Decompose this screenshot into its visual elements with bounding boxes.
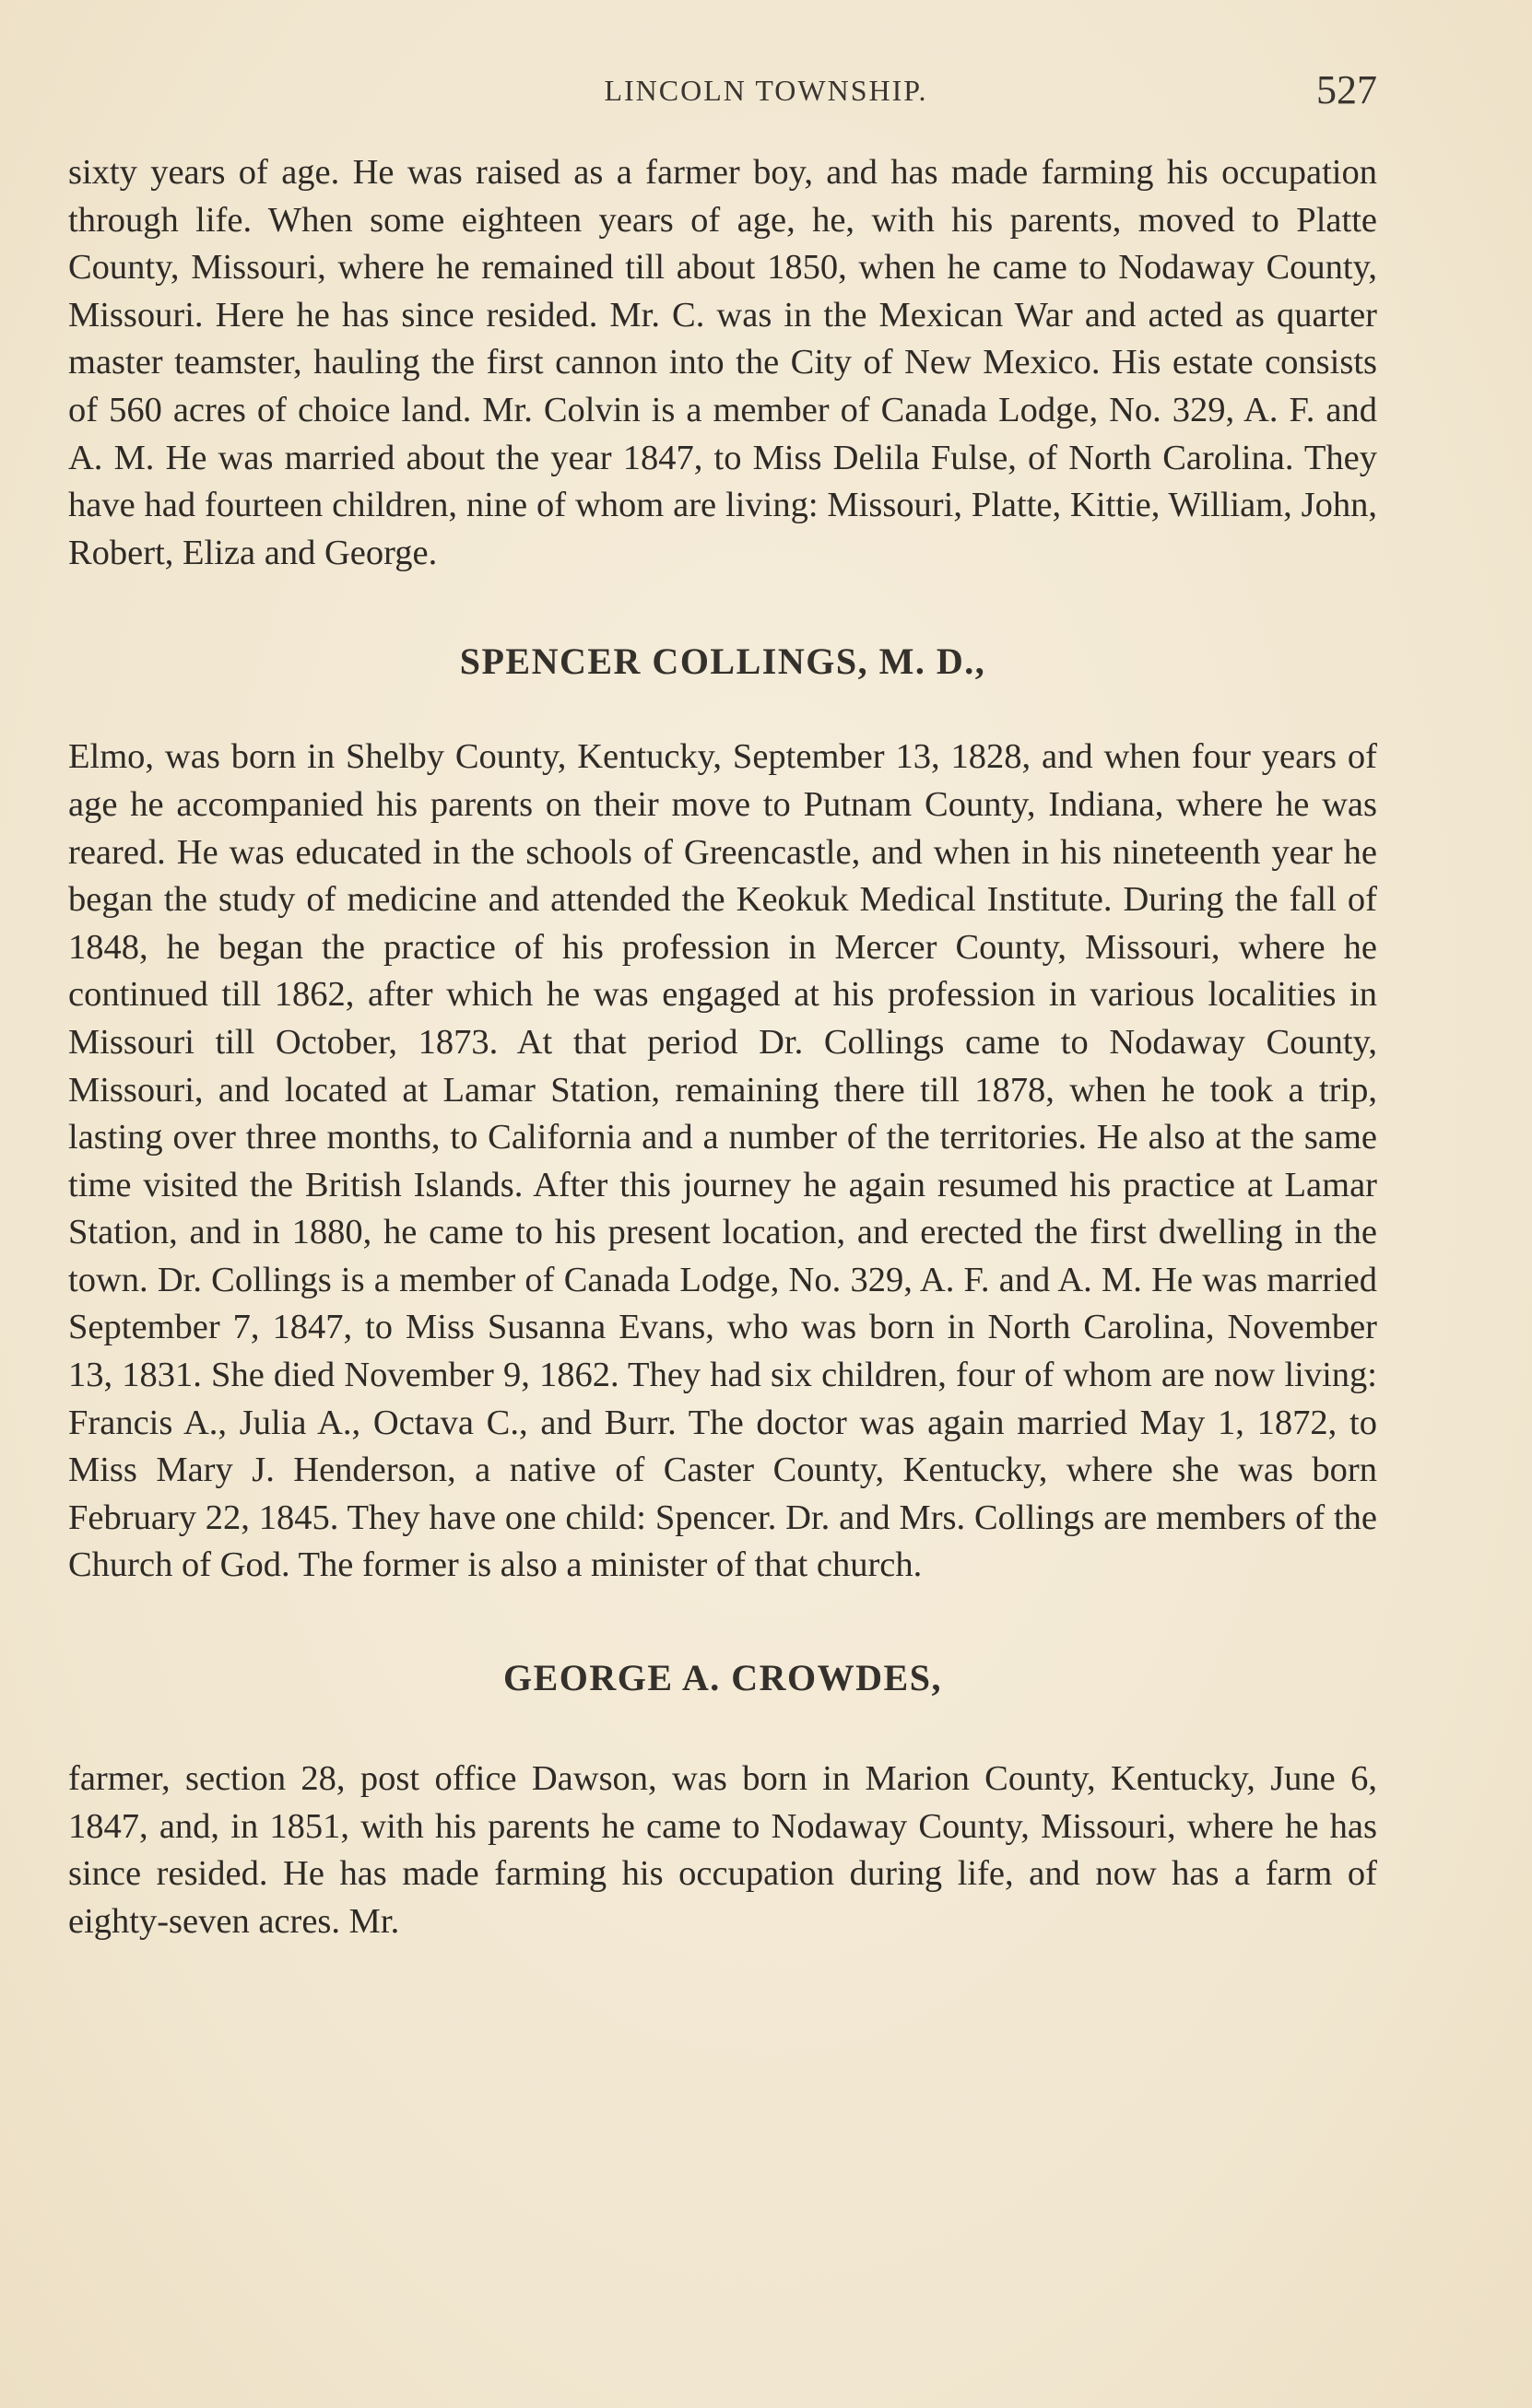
body-text	[68, 149, 1377, 1945]
page-number: 527	[1316, 67, 1377, 112]
running-title: LINCOLN TOWNSHIP.	[604, 74, 928, 107]
heading-spencer-collings: SPENCER COLLINGS, M. D.,	[459, 640, 986, 683]
paragraph-george-crowdes: farmer, section 28, post office Dawson, was born in Marion County, Kentucky, June 6, 1847, and, in 1851, with his parents he came to Nodaway County, Missouri, where he has since resided. He has made farming his occupation during life, and now has a farm of eighty-seven acres. Mr.	[68, 1759, 1377, 1941]
heading-george-crowdes: GEORGE A. CROWDES,	[503, 1657, 942, 1699]
running-header	[0, 66, 1532, 122]
paragraph-spencer-collings: Elmo, was born in Shelby County, Kentucky, September 13, 1828, and when four years of age he accompanied his parents on their move to Putnam County, Indiana, where he was reared. He was educated in the schools of Greencastle, and when in his nineteenth year he began the study of medicine and attended the Keokuk Medical Institute. During the fall of 1848, he began the practice of his profession in Mercer County, Missouri, where he continued till 1862, after which he was engaged at his profession in various localities in Missouri till October, 1873. At that period Dr. Collings came to Nodaway County, Missouri, and located at Lamar Station, remaining there till 1878, when he took a trip, lasting over three months, to California and a number of the territories. He also at the same time visited the British Islands. After this journey he again resumed his practice at Lamar Station, and in 1880, he came to his present location, and erected the first dwelling in the town. Dr. Collings is a member of Canada Lodge, No. 329, A. F. and A. M. He was married September 7, 1847, to Miss Susanna Evans, who was born in North Carolina, November 13, 1831. She died November 9, 1862. They had six children, four of whom are now living: Francis A., Julia A., Octava C., and Burr. The doctor was again married May 1, 1872, to Miss Mary J. Henderson, a native of Caster County, Kentucky, where she was born February 22, 1845. They have one child: Spencer. Dr. and Mrs. Collings are members of the Church of God. The former is also a minister of that church.	[68, 737, 1377, 1585]
paragraph-colvin-continued: sixty years of age. He was raised as a farmer boy, and has made farming his occupation through life. When some eighteen years of age, he, with his parents, moved to Platte County, Missouri, where he remained till about 1850, when he came to Nodaway County, Missouri. Here he has since resided. Mr. C. was in the Mexican War and acted as quarter master teamster, hauling the first cannon into the City of New Mexico. His estate consists of 560 acres of choice land. Mr. Colvin is a member of Canada Lodge, No. 329, A. F. and A. M. He was married about the year 1847, to Miss Delila Fulse, of North Carolina. They have had fourteen children, nine of whom are living: Missouri, Platte, Kittie, William, John, Robert, Eliza and George.	[68, 153, 1377, 572]
